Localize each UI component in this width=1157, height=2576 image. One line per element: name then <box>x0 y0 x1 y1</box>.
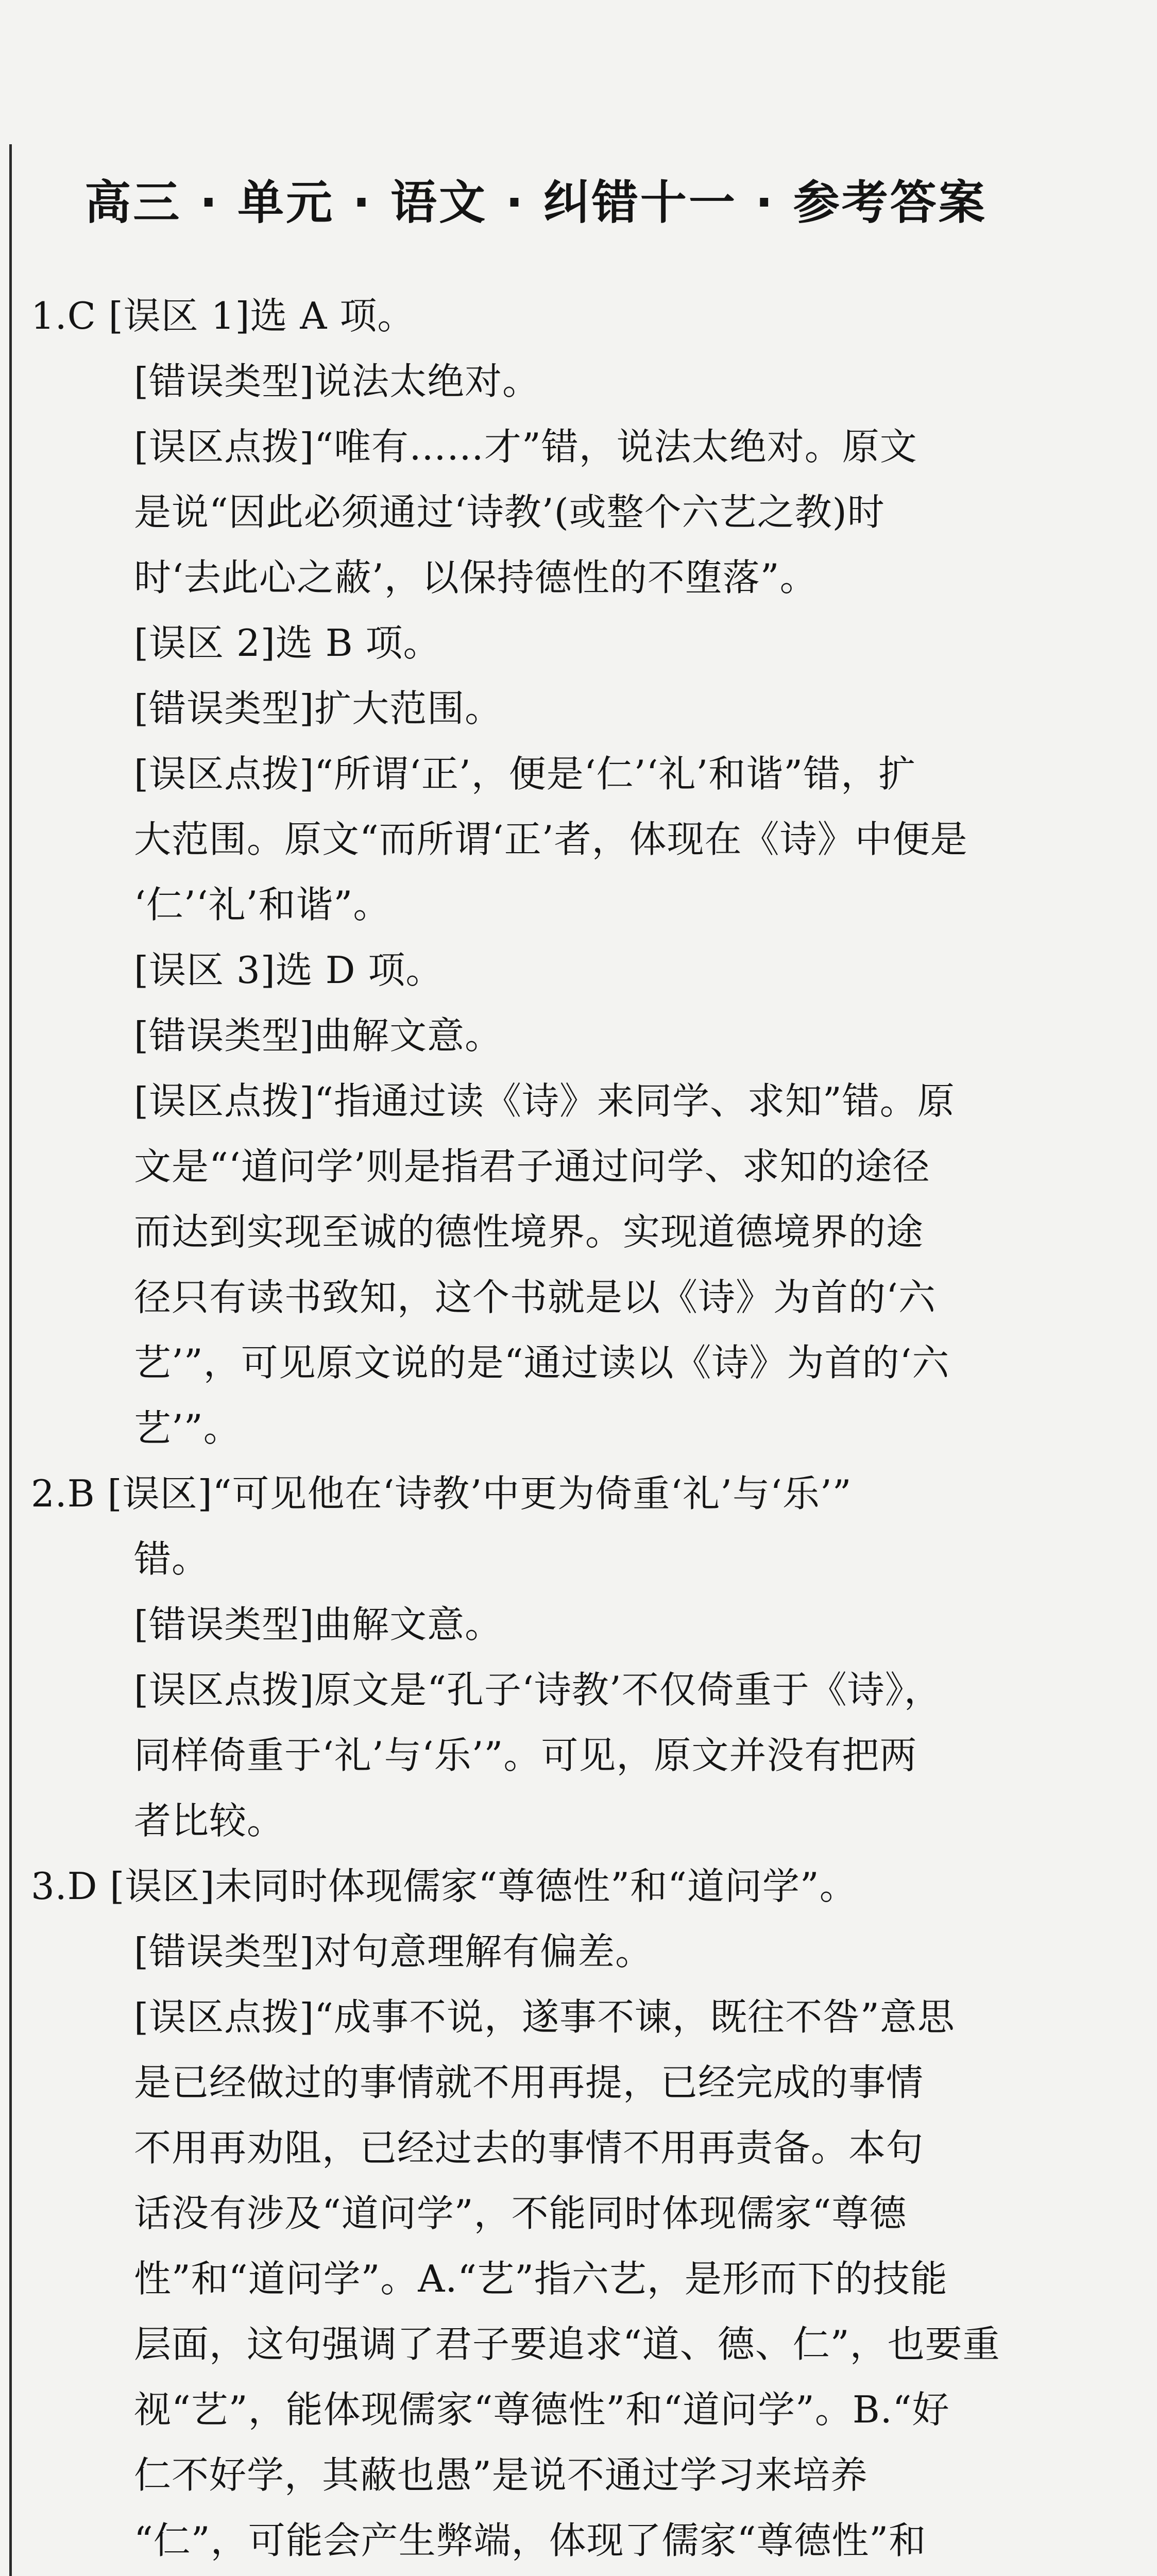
text-line: 性”和“道问学”。A.“艺”指六艺，是形而下的技能 <box>134 2257 948 2300</box>
text-line: 仁不好学，其蔽也愚”是说不通过学习来培养 <box>134 2453 868 2497</box>
text-line: [误区点拨]“所谓‘正’，便是‘仁’‘礼’和谐”错，扩 <box>134 752 916 795</box>
text-line: [误区 3]选 D 项。 <box>134 948 444 992</box>
text-line: [误区点拨]“指通过读《诗》来同学、求知”错。原 <box>134 1079 955 1123</box>
text-line: [误区点拨]“唯有……才”错，说法太绝对。原文 <box>134 425 917 468</box>
text-line: 者比较。 <box>134 1799 285 1842</box>
text-line: [误区点拨]“成事不说，遂事不谏，既往不咎”意思 <box>134 1995 955 2039</box>
answer-content <box>31 283 1092 2576</box>
text-line: 3.D [误区]未同时体现儒家“尊德性”和“道问学”。 <box>31 1865 857 1908</box>
text-line: 而达到实现至诚的德性境界。实现道德境界的途 <box>134 1210 924 1253</box>
text-line: “仁”，可能会产生弊端，体现了儒家“尊德性”和 <box>134 2519 927 2562</box>
text-line: 是已经做过的事情就不用再提，已经完成的事情 <box>134 2061 924 2104</box>
text-line: 错。 <box>134 1537 210 1581</box>
text-line: 层面，这句强调了君子要追求“道、德、仁”，也要重 <box>134 2323 1000 2366</box>
text-line: 艺’”，可见原文说的是“通过读以《诗》为首的‘六 <box>134 1341 950 1384</box>
text-line: ‘仁’‘礼’和谐”。 <box>134 883 391 926</box>
text-line: [误区 2]选 B 项。 <box>134 621 441 665</box>
text-line: [错误类型]曲解文意。 <box>134 1014 503 1057</box>
text-line: 视“艺”，能体现儒家“尊德性”和“道问学”。B.“好 <box>134 2388 950 2431</box>
text-line: 同样倚重于‘礼’与‘乐’”。可见，原文并没有把两 <box>134 1734 917 1777</box>
text-line: 2.B [误区]“可见他在‘诗教’中更为倚重‘礼’与‘乐’” <box>31 1472 852 1515</box>
page-title: 高三 · 单元 · 语文 · 纠错十一 · 参考答案 <box>84 176 987 230</box>
text-line: 艺’”。 <box>134 1406 241 1450</box>
text-line: [错误类型]对句意理解有偏差。 <box>134 1930 653 1973</box>
text-line: 不用再劝阻，已经过去的事情不用再责备。本句 <box>134 2126 924 2170</box>
text-line: 1.C [误区 1]选 A 项。 <box>31 294 415 337</box>
text-line: 时‘去此心之蔽’，以保持德性的不堕落”。 <box>134 556 818 599</box>
text-line: 径只有读书致知，这个书就是以《诗》为首的‘六 <box>134 1276 936 1319</box>
text-line: [错误类型]说法太绝对。 <box>134 360 540 403</box>
text-line: 文是“‘道问学’则是指君子通过问学、求知的途径 <box>134 1145 930 1188</box>
text-line <box>31 2573 1092 2576</box>
text-line: [错误类型]扩大范围。 <box>134 687 503 730</box>
text-line: 是说“因此必须通过‘诗教’(或整个六艺之教)时 <box>134 490 885 534</box>
text-line: 话没有涉及“道问学”，不能同时体现儒家“尊德 <box>134 2192 907 2235</box>
text-line: 大范围。原文“而所谓‘正’者，体现在《诗》中便是 <box>134 818 968 861</box>
text-line: [错误类型]曲解文意。 <box>134 1603 503 1646</box>
text-line: [误区点拨]原文是“孔子‘诗教’不仅倚重于《诗》， <box>134 1668 942 1711</box>
binding-line <box>9 144 12 2576</box>
